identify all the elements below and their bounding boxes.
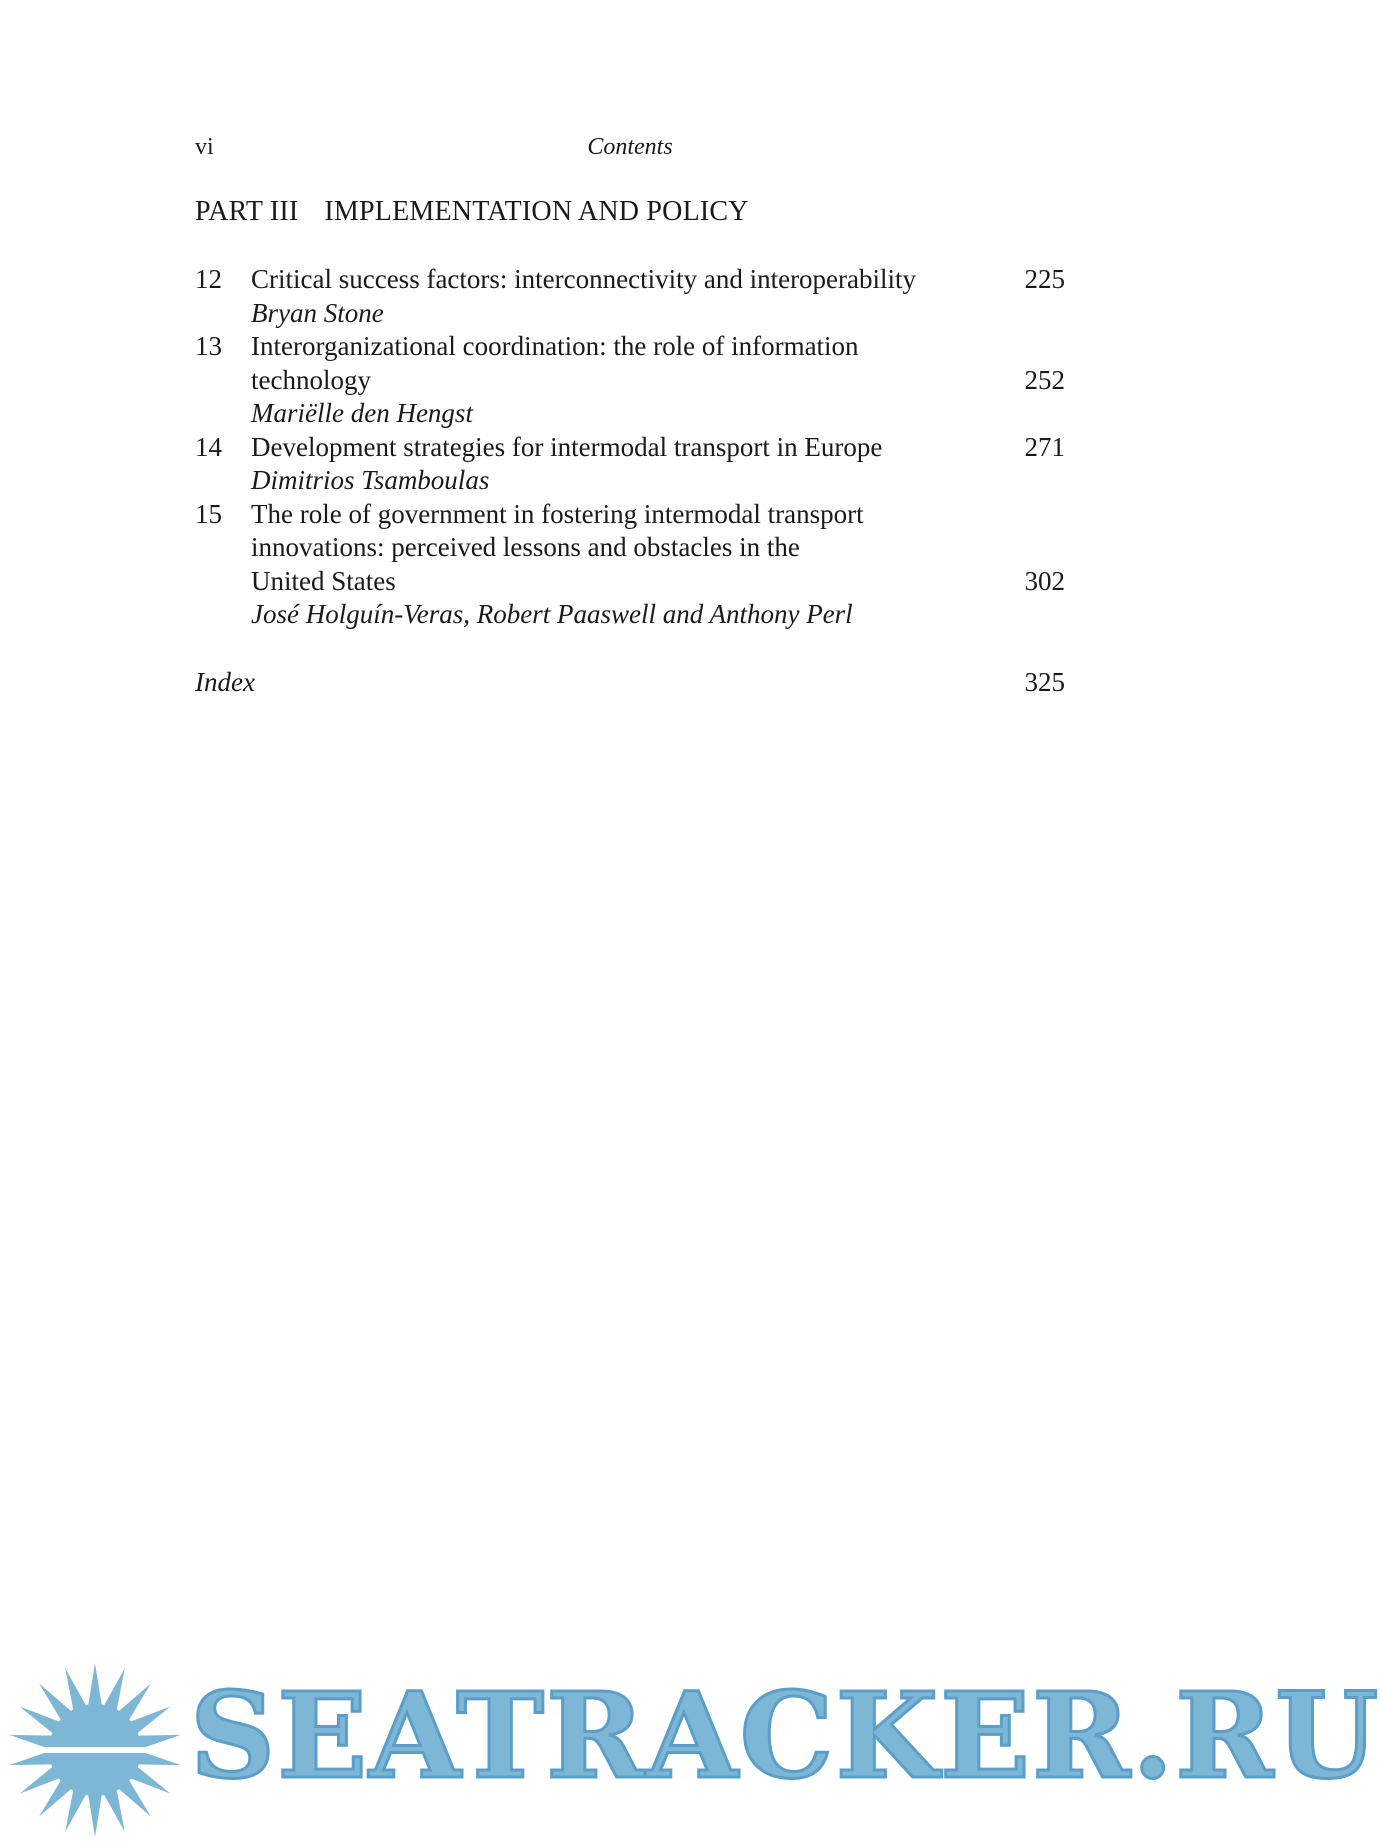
chapter-page: 225: [1024, 264, 1065, 294]
chapter-author: Mariëlle den Hengst: [251, 398, 473, 428]
chapter-title: Interorganizational coordination: the role of information: [251, 331, 859, 361]
toc-entry[interactable]: [195, 498, 1065, 632]
chapter-title: Critical success factors: interconnectivity and interoperability: [251, 264, 917, 294]
part-heading: [195, 196, 749, 228]
watermark-text: SEATRACKER.RU: [190, 1666, 1380, 1805]
chapter-title: Development strategies for intermodal transport in Europe: [251, 431, 883, 462]
toc-entry[interactable]: [195, 330, 1065, 431]
toc-entry[interactable]: [195, 431, 1065, 498]
index-label: Index: [195, 667, 255, 697]
chapter-page: 271: [1024, 431, 1065, 462]
index-entry[interactable]: [195, 666, 1065, 700]
chapter-title: United States: [251, 565, 396, 596]
running-head: Contents: [587, 134, 673, 160]
chapter-author: Dimitrios Tsamboulas: [251, 465, 490, 495]
page-number: vi: [195, 134, 214, 160]
chapter-number: 15: [195, 498, 222, 529]
chapter-author: Bryan Stone: [251, 297, 384, 328]
part-title: IMPLEMENTATION AND POLICY: [324, 196, 749, 227]
chapter-title: The role of government in fostering intermodal transport: [251, 498, 864, 529]
table-of-contents: [195, 263, 1065, 632]
index-page: 325: [1024, 667, 1065, 697]
part-label: PART III: [195, 196, 299, 227]
toc-entry[interactable]: [195, 263, 1065, 330]
sun-icon: [0, 1655, 190, 1842]
chapter-title: innovations: perceived lessons and obstacles in the: [251, 532, 800, 562]
chapter-author: José Holguín-Veras, Robert Paaswell and Anthony Perl: [251, 599, 853, 629]
chapter-title: technology: [251, 364, 371, 395]
chapter-number: 12: [195, 264, 222, 294]
chapter-number: 14: [195, 431, 222, 462]
chapter-number: 13: [195, 331, 222, 361]
chapter-page: 302: [1024, 565, 1065, 596]
watermark: [0, 1655, 1380, 1842]
chapter-page: 252: [1024, 364, 1065, 395]
